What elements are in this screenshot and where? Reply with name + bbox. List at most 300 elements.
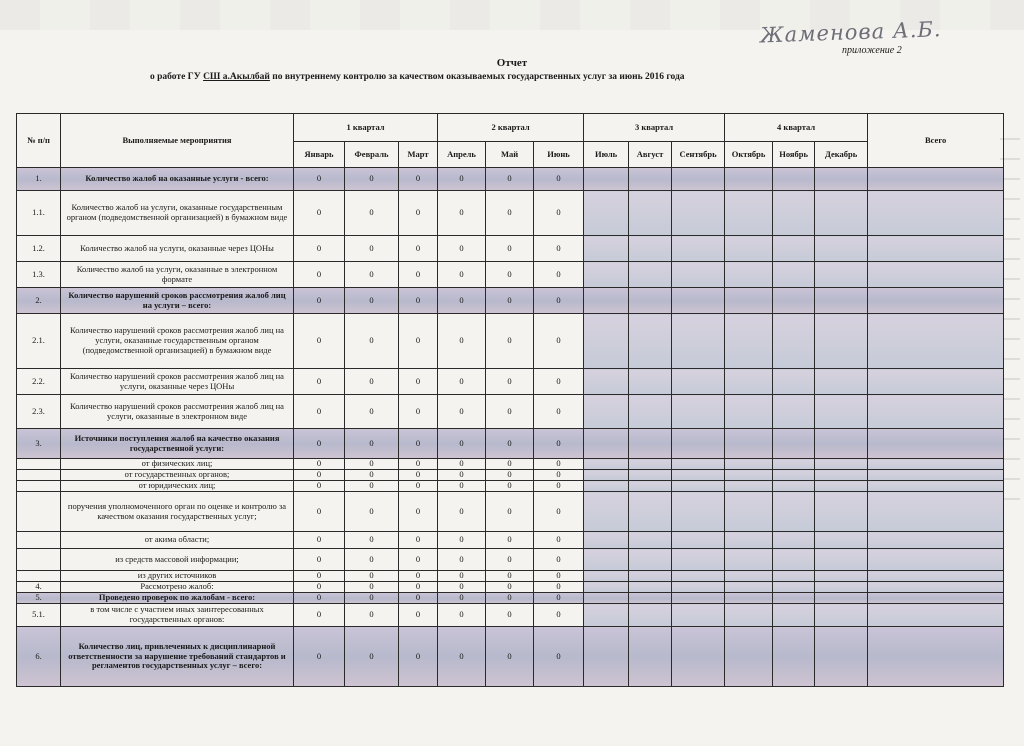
report-table [16, 113, 1004, 687]
row-label: Количество жалоб на оказанные услуги - всего: [61, 168, 294, 191]
value-cell [815, 314, 868, 369]
value-cell: 0 [534, 459, 584, 470]
total-cell [868, 314, 1004, 369]
header-month-5: Май [486, 142, 534, 168]
value-cell [584, 191, 629, 236]
value-cell [725, 314, 773, 369]
value-cell [815, 571, 868, 582]
row-number: 6. [17, 627, 61, 687]
row-number: 5.1. [17, 604, 61, 627]
table-row [17, 314, 1004, 369]
value-cell: 0 [399, 288, 438, 314]
total-cell [868, 470, 1004, 481]
value-cell [629, 459, 672, 470]
value-cell [773, 314, 815, 369]
value-cell: 0 [438, 627, 486, 687]
value-cell [815, 492, 868, 532]
value-cell [725, 492, 773, 532]
value-cell: 0 [294, 168, 345, 191]
value-cell [773, 532, 815, 549]
value-cell [815, 369, 868, 395]
value-cell: 0 [399, 604, 438, 627]
value-cell [725, 532, 773, 549]
value-cell: 0 [438, 532, 486, 549]
value-cell: 0 [399, 314, 438, 369]
table-row [17, 571, 1004, 582]
row-number [17, 470, 61, 481]
row-number: 3. [17, 429, 61, 459]
value-cell: 0 [534, 532, 584, 549]
value-cell: 0 [345, 549, 399, 571]
total-cell [868, 168, 1004, 191]
value-cell [629, 492, 672, 532]
row-label: Количество нарушений сроков рассмотрения жалоб лиц на услуги, оказанные в электронном виде [61, 395, 294, 429]
value-cell [584, 314, 629, 369]
value-cell: 0 [486, 459, 534, 470]
row-label: от акима области; [61, 532, 294, 549]
value-cell [725, 369, 773, 395]
value-cell: 0 [438, 369, 486, 395]
value-cell [584, 459, 629, 470]
row-label: Количество жалоб на услуги, оказанные в электронном формате [61, 262, 294, 288]
value-cell [672, 459, 725, 470]
table-row [17, 429, 1004, 459]
total-cell [868, 236, 1004, 262]
table-row [17, 593, 1004, 604]
value-cell: 0 [438, 236, 486, 262]
value-cell [725, 236, 773, 262]
header-row-quarters [17, 114, 1004, 142]
value-cell [672, 191, 725, 236]
value-cell [815, 288, 868, 314]
value-cell [672, 395, 725, 429]
value-cell [725, 429, 773, 459]
value-cell [629, 593, 672, 604]
table-row [17, 395, 1004, 429]
value-cell [584, 571, 629, 582]
value-cell [672, 582, 725, 593]
value-cell [584, 470, 629, 481]
value-cell [725, 168, 773, 191]
value-cell: 0 [345, 593, 399, 604]
value-cell [629, 549, 672, 571]
value-cell: 0 [345, 288, 399, 314]
subtitle-prefix: о работе ГУ [150, 72, 201, 82]
row-label: Количество жалоб на услуги, оказанные государственным органом (подведомственной организацией) в бумажном виде [61, 191, 294, 236]
value-cell: 0 [534, 262, 584, 288]
table-row [17, 191, 1004, 236]
value-cell [672, 492, 725, 532]
value-cell [725, 395, 773, 429]
value-cell: 0 [534, 369, 584, 395]
value-cell [773, 627, 815, 687]
value-cell [725, 549, 773, 571]
row-number [17, 549, 61, 571]
header-month-4: Апрель [438, 142, 486, 168]
value-cell: 0 [486, 470, 534, 481]
value-cell: 0 [438, 288, 486, 314]
total-cell [868, 459, 1004, 470]
value-cell: 0 [399, 549, 438, 571]
value-cell [773, 481, 815, 492]
value-cell [815, 168, 868, 191]
value-cell: 0 [294, 492, 345, 532]
header-month-3: Март [399, 142, 438, 168]
value-cell: 0 [294, 459, 345, 470]
value-cell: 0 [486, 262, 534, 288]
total-cell [868, 395, 1004, 429]
value-cell: 0 [438, 593, 486, 604]
value-cell: 0 [345, 314, 399, 369]
total-cell [868, 288, 1004, 314]
value-cell: 0 [294, 395, 345, 429]
value-cell: 0 [399, 429, 438, 459]
value-cell: 0 [345, 604, 399, 627]
value-cell [672, 604, 725, 627]
total-cell [868, 492, 1004, 532]
table-row [17, 236, 1004, 262]
row-label: Количество нарушений сроков рассмотрения жалоб лиц на услуги, оказанные через ЦОНы [61, 369, 294, 395]
total-cell [868, 593, 1004, 604]
value-cell [672, 571, 725, 582]
value-cell [629, 236, 672, 262]
value-cell [725, 571, 773, 582]
value-cell: 0 [438, 168, 486, 191]
value-cell [629, 470, 672, 481]
value-cell [672, 314, 725, 369]
header-month-1: Январь [294, 142, 345, 168]
value-cell [725, 582, 773, 593]
value-cell [584, 627, 629, 687]
row-number [17, 532, 61, 549]
value-cell [815, 262, 868, 288]
value-cell: 0 [294, 369, 345, 395]
value-cell: 0 [294, 236, 345, 262]
value-cell: 0 [534, 571, 584, 582]
value-cell: 0 [399, 582, 438, 593]
value-cell: 0 [486, 571, 534, 582]
value-cell [584, 369, 629, 395]
value-cell [672, 481, 725, 492]
handwritten-signature: Жаменова А.Б. [759, 17, 942, 48]
value-cell: 0 [534, 314, 584, 369]
value-cell: 0 [399, 481, 438, 492]
value-cell: 0 [294, 191, 345, 236]
value-cell: 0 [486, 429, 534, 459]
header-month-6: Июнь [534, 142, 584, 168]
table-row [17, 627, 1004, 687]
row-label: от государственных органов; [61, 470, 294, 481]
value-cell: 0 [345, 582, 399, 593]
value-cell [584, 262, 629, 288]
value-cell [672, 262, 725, 288]
value-cell: 0 [534, 288, 584, 314]
value-cell: 0 [294, 582, 345, 593]
value-cell: 0 [438, 492, 486, 532]
value-cell [815, 395, 868, 429]
value-cell: 0 [486, 395, 534, 429]
value-cell: 0 [486, 236, 534, 262]
total-cell [868, 627, 1004, 687]
value-cell: 0 [345, 459, 399, 470]
row-label: Проведено проверок по жалобам - всего: [61, 593, 294, 604]
value-cell [584, 492, 629, 532]
header-total: Всего [868, 114, 1004, 168]
value-cell: 0 [294, 314, 345, 369]
value-cell: 0 [294, 593, 345, 604]
value-cell [815, 627, 868, 687]
row-number: 5. [17, 593, 61, 604]
value-cell: 0 [345, 532, 399, 549]
value-cell [672, 470, 725, 481]
row-number [17, 492, 61, 532]
value-cell: 0 [486, 627, 534, 687]
value-cell: 0 [294, 429, 345, 459]
table-row [17, 369, 1004, 395]
value-cell: 0 [399, 627, 438, 687]
value-cell [815, 429, 868, 459]
value-cell: 0 [438, 604, 486, 627]
total-cell [868, 481, 1004, 492]
value-cell [725, 262, 773, 288]
value-cell: 0 [399, 236, 438, 262]
value-cell [629, 571, 672, 582]
header-month-9: Сентябрь [672, 142, 725, 168]
value-cell [773, 262, 815, 288]
table-row [17, 481, 1004, 492]
value-cell: 0 [399, 492, 438, 532]
row-number: 2.1. [17, 314, 61, 369]
value-cell [672, 593, 725, 604]
value-cell [584, 582, 629, 593]
value-cell [773, 395, 815, 429]
value-cell: 0 [438, 262, 486, 288]
value-cell [725, 627, 773, 687]
value-cell [815, 236, 868, 262]
value-cell: 0 [486, 288, 534, 314]
value-cell: 0 [399, 369, 438, 395]
table-row [17, 168, 1004, 191]
value-cell [629, 532, 672, 549]
row-number [17, 571, 61, 582]
value-cell [629, 481, 672, 492]
header-month-12: Декабрь [815, 142, 868, 168]
table-row [17, 604, 1004, 627]
value-cell: 0 [534, 429, 584, 459]
value-cell [672, 168, 725, 191]
total-cell [868, 582, 1004, 593]
row-number: 1.3. [17, 262, 61, 288]
table-row [17, 262, 1004, 288]
value-cell [815, 470, 868, 481]
value-cell [773, 492, 815, 532]
row-label: от физических лиц; [61, 459, 294, 470]
total-cell [868, 532, 1004, 549]
value-cell [725, 593, 773, 604]
row-label: Количество нарушений сроков рассмотрения жалоб лиц на услуги – всего: [61, 288, 294, 314]
value-cell [629, 314, 672, 369]
row-number: 1. [17, 168, 61, 191]
row-number [17, 481, 61, 492]
value-cell: 0 [294, 262, 345, 288]
value-cell: 0 [438, 582, 486, 593]
value-cell [773, 604, 815, 627]
value-cell: 0 [534, 492, 584, 532]
value-cell: 0 [534, 470, 584, 481]
value-cell [773, 236, 815, 262]
value-cell: 0 [399, 593, 438, 604]
table-row [17, 470, 1004, 481]
value-cell [672, 627, 725, 687]
value-cell [773, 191, 815, 236]
value-cell [584, 288, 629, 314]
value-cell [672, 369, 725, 395]
value-cell: 0 [534, 395, 584, 429]
report-subtitle [150, 72, 950, 82]
value-cell [629, 582, 672, 593]
value-cell: 0 [438, 191, 486, 236]
value-cell: 0 [294, 604, 345, 627]
value-cell: 0 [399, 168, 438, 191]
value-cell [629, 288, 672, 314]
value-cell [773, 593, 815, 604]
value-cell [815, 532, 868, 549]
header-activity: Выполняемые мероприятия [61, 114, 294, 168]
value-cell [629, 627, 672, 687]
value-cell: 0 [294, 481, 345, 492]
value-cell [672, 288, 725, 314]
row-number [17, 459, 61, 470]
total-cell [868, 604, 1004, 627]
value-cell [815, 604, 868, 627]
header-quarter-3: 3 квартал [584, 114, 725, 142]
value-cell [584, 604, 629, 627]
row-number: 4. [17, 582, 61, 593]
value-cell [815, 593, 868, 604]
value-cell: 0 [294, 549, 345, 571]
value-cell: 0 [486, 604, 534, 627]
value-cell: 0 [294, 532, 345, 549]
value-cell [773, 571, 815, 582]
value-cell: 0 [486, 532, 534, 549]
header-quarter-2: 2 квартал [438, 114, 584, 142]
value-cell: 0 [345, 191, 399, 236]
value-cell: 0 [486, 369, 534, 395]
value-cell [584, 593, 629, 604]
row-label: Количество лиц, привлеченных к дисциплинарной ответственности за нарушение требований стандартов и регламентов государственных услуг – всего: [61, 627, 294, 687]
header-quarter-1: 1 квартал [294, 114, 438, 142]
value-cell: 0 [294, 470, 345, 481]
value-cell [815, 481, 868, 492]
value-cell: 0 [399, 459, 438, 470]
total-cell [868, 369, 1004, 395]
value-cell: 0 [486, 314, 534, 369]
value-cell [584, 429, 629, 459]
value-cell: 0 [294, 627, 345, 687]
header-month-10: Октябрь [725, 142, 773, 168]
value-cell [725, 191, 773, 236]
value-cell: 0 [345, 395, 399, 429]
value-cell: 0 [438, 429, 486, 459]
total-cell [868, 262, 1004, 288]
value-cell: 0 [534, 481, 584, 492]
row-label: в том числе с участием иных заинтересованных государственных органов: [61, 604, 294, 627]
row-number: 2.2. [17, 369, 61, 395]
value-cell: 0 [486, 549, 534, 571]
value-cell: 0 [534, 549, 584, 571]
row-label: из других источников [61, 571, 294, 582]
value-cell [773, 549, 815, 571]
row-number: 1.2. [17, 236, 61, 262]
value-cell [773, 168, 815, 191]
value-cell: 0 [345, 481, 399, 492]
organization-name: СШ а.Акылбай [203, 72, 270, 82]
value-cell [584, 532, 629, 549]
value-cell [773, 459, 815, 470]
value-cell [773, 429, 815, 459]
value-cell: 0 [399, 191, 438, 236]
table-row [17, 492, 1004, 532]
value-cell [725, 604, 773, 627]
value-cell: 0 [438, 395, 486, 429]
value-cell [815, 191, 868, 236]
value-cell: 0 [438, 470, 486, 481]
value-cell [629, 604, 672, 627]
value-cell [672, 532, 725, 549]
value-cell: 0 [399, 571, 438, 582]
header-quarter-4: 4 квартал [725, 114, 868, 142]
value-cell [584, 168, 629, 191]
table-row [17, 459, 1004, 470]
value-cell [725, 288, 773, 314]
header-month-2: Февраль [345, 142, 399, 168]
value-cell: 0 [345, 429, 399, 459]
total-cell [868, 549, 1004, 571]
value-cell: 0 [345, 470, 399, 481]
table-row [17, 288, 1004, 314]
value-cell [629, 168, 672, 191]
value-cell: 0 [534, 604, 584, 627]
row-number: 2. [17, 288, 61, 314]
value-cell [815, 549, 868, 571]
value-cell [629, 429, 672, 459]
value-cell: 0 [294, 288, 345, 314]
row-label: Рассмотрено жалоб: [61, 582, 294, 593]
value-cell [629, 395, 672, 429]
table-row [17, 532, 1004, 549]
header-month-8: Август [629, 142, 672, 168]
value-cell [725, 481, 773, 492]
value-cell: 0 [438, 481, 486, 492]
value-cell [629, 191, 672, 236]
value-cell: 0 [486, 593, 534, 604]
header-month-11: Ноябрь [773, 142, 815, 168]
total-cell [868, 191, 1004, 236]
header-month-7: Июль [584, 142, 629, 168]
total-cell [868, 429, 1004, 459]
value-cell [584, 481, 629, 492]
value-cell: 0 [399, 262, 438, 288]
value-cell [725, 459, 773, 470]
value-cell: 0 [345, 262, 399, 288]
subtitle-suffix: по внутреннему контролю за качеством оказываемых государственных услуг за июнь 2016 года [272, 72, 685, 82]
value-cell [773, 369, 815, 395]
row-label: поручения уполномоченного орган по оценке и контролю за качеством оказания государственных услуг; [61, 492, 294, 532]
row-label: Количество жалоб на услуги, оказанные через ЦОНы [61, 236, 294, 262]
value-cell [584, 395, 629, 429]
total-cell [868, 571, 1004, 582]
value-cell [672, 549, 725, 571]
